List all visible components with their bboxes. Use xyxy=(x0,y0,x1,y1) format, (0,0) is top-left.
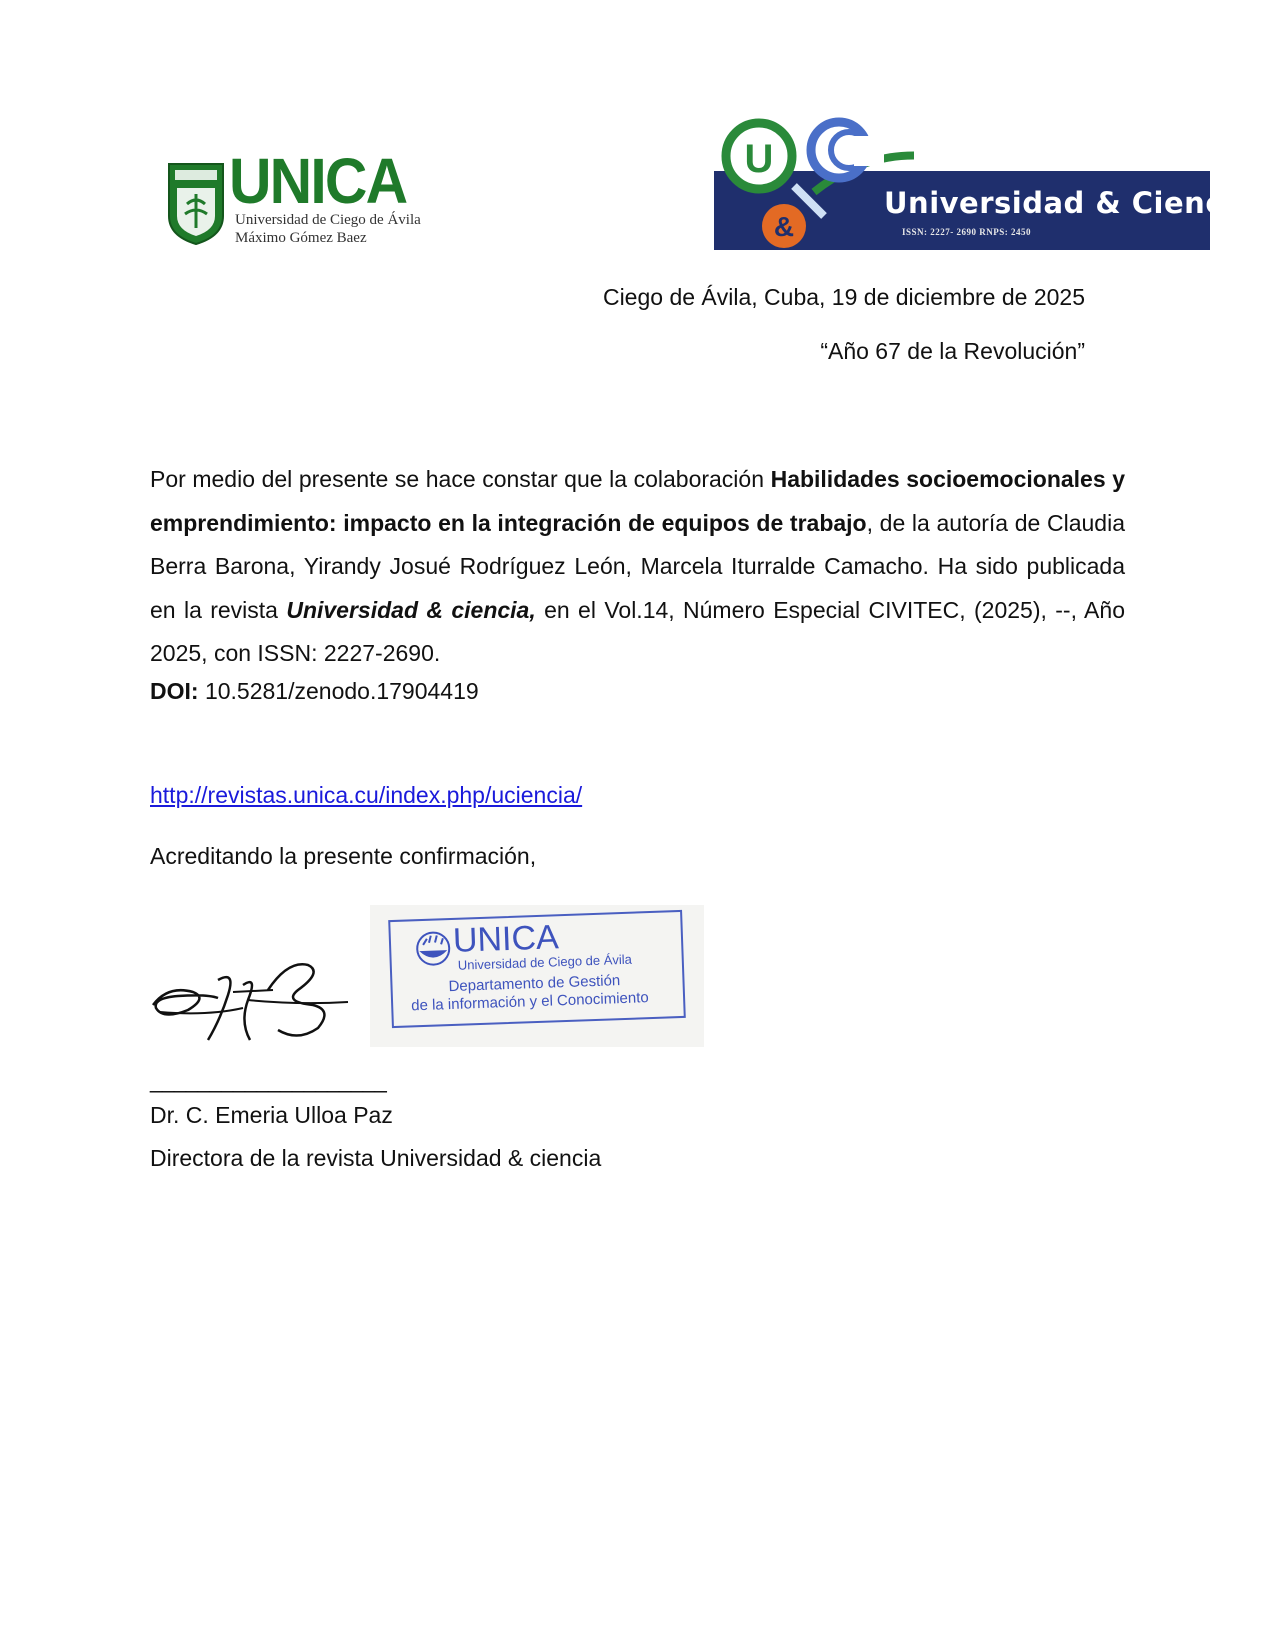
signature-rule: ____________________ xyxy=(150,1067,386,1093)
journal-logo-issn: ISSN: 2227- 2690 RNPS: 2450 xyxy=(902,227,1032,237)
journal-logo-title: Universidad & Ciencia xyxy=(884,186,1254,220)
article-title: Habilidades socioemocionales y emprendimiento: impacto en la integración de equipos de trabajo xyxy=(150,466,1126,536)
closing-text: Acreditando la presente confirmación, xyxy=(150,843,537,869)
doi-line xyxy=(150,678,479,705)
motto-line: “Año 67 de la Revolución” xyxy=(820,338,1085,364)
signer-role: Directora de la revista Universidad & ciencia xyxy=(150,1145,602,1171)
stamp-frame xyxy=(388,910,686,1028)
stamp-department-2: de la información y el Conocimiento xyxy=(410,989,649,1015)
unica-logo-name: UNICA xyxy=(229,145,407,217)
official-stamp xyxy=(370,905,704,1047)
journal-uc-emblem-icon xyxy=(714,116,914,250)
unica-logo-subtitle: Universidad de Ciego de Ávila xyxy=(235,212,421,228)
publication-text: en el Vol.14, Número Especial CIVITEC, (2025), --, Año 2025, con ISSN: 2227-2690. xyxy=(150,596,1125,666)
stamp-subtitle: Universidad de Ciego de Ávila xyxy=(457,951,633,973)
doi-label: DOI: xyxy=(150,678,199,704)
unica-shield-icon xyxy=(165,158,227,246)
journal-logo xyxy=(714,116,1254,250)
svg-text:U: U xyxy=(744,137,774,181)
doi-value: 10.5281/zenodo.17904419 xyxy=(198,678,479,704)
body-intro: Por medio del presente se hace constar que la colaboración xyxy=(150,466,771,492)
stamp-title: UNICA xyxy=(452,918,560,960)
authors-text: , de la autoría de Claudia Berra Barona, Yirandy Josué Rodríguez León, Marcela Iturralde Camacho. Ha sido publicada en la revista xyxy=(150,509,1125,623)
signature xyxy=(148,950,358,1045)
svg-text:&: & xyxy=(773,211,795,242)
unica-logo-subtitle-2: Máximo Gómez Baez xyxy=(235,230,367,246)
unica-logo xyxy=(165,145,421,250)
journal-link[interactable]: http://revistas.unica.cu/index.php/uciencia/ xyxy=(150,782,583,808)
stamp-emblem-icon xyxy=(415,930,452,967)
journal-name: Universidad & ciencia, xyxy=(286,596,536,623)
certificate-body xyxy=(150,458,1125,676)
date-line: Ciego de Ávila, Cuba, 19 de diciembre de 2025 xyxy=(602,284,1085,310)
signer-name: Dr. C. Emeria Ulloa Paz xyxy=(150,1102,393,1128)
stamp-department: Departamento de Gestión xyxy=(448,972,621,996)
